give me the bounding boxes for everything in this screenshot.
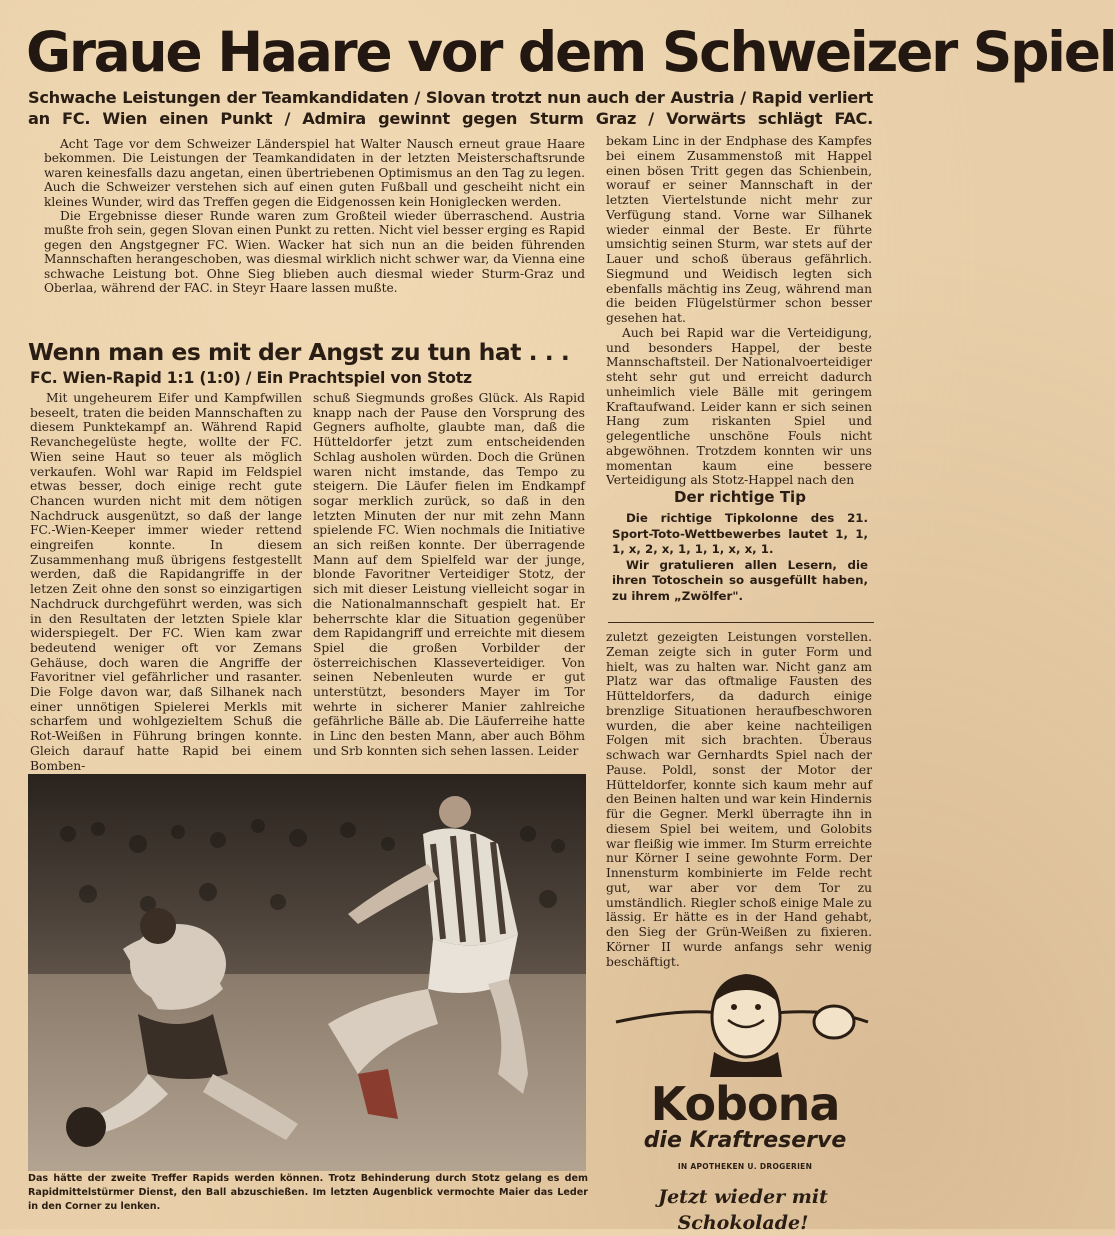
boxer-illustration <box>606 952 878 1077</box>
intro-paragraph-2: Die Ergebnisse dieser Runde waren zum Großteil wieder überraschend. Austria mußte froh sein, gegen Slovan einen Punkt zu retten. Nicht viel besser erging es Rapid gegen den Angstgegner FC. Wien. Wacker hat sich nun an die beiden führenden Mannschaften herangeschoben, was diesmal wirklich nicht schwer war, da Vienna eine schwache Leistung bot. Ohne Sieg blieben auch diesmal wieder Sturm-Graz und Oberlaa, während der FAC. in Steyr Haare lassen mußte. <box>44 209 585 296</box>
ad-availability: IN APOTHEKEN U. DROGERIEN <box>677 1162 813 1171</box>
ad-brand: Kobona <box>650 1077 840 1131</box>
intro-text <box>44 137 585 295</box>
match-photo-image <box>28 774 586 1171</box>
article-subheadline: FC. Wien-Rapid 1:1 (1:0) / Ein Prachtspiel von Stotz <box>30 369 472 387</box>
column-2-text: schuß Siegmunds großes Glück. Als Rapid knapp nach der Pause den Vorsprung des Gegners aufholte, glaubte man, daß die Hütteldorfer jetzt zum entscheidenden Schlag ausholen würden. Doch die Grünen waren nicht imstande, das Tempo zu steigern. Die Läufer fielen im Endkampf sogar merklich zurück, so daß in den letzten Minuten der nur mit zehn Mann spielende FC. Wien nochmals die Initiative an sich reißen konnte. Der überragende Mann auf dem Spielfeld war der junge, blonde Favoritner Verteidiger Stotz, der sich mit dieser Leistung vielleicht sogar in die Nationalmannschaft gespielt hat. Er beherrschte klar die Situation gegenüber dem Rapidangriff und erreichte mit diesem Spiel die großen Vorbilder der österreichischen Klasseverteidiger. Von seinen Nebenleuten wurde er gut unterstützt, besonders Mayer im Tor wehrte in sicherer Manier zahlreiche gefährliche Bälle ab. Die Läuferreihe hatte in Linc den besten Mann, aber auch Böhm und Srb konnten sich sehen lassen. Leider <box>313 391 585 758</box>
article-column-3-bottom <box>606 630 872 969</box>
boxing-glove-icon <box>814 1006 854 1038</box>
column-3-paragraph-1: bekam Linc in der Endphase des Kampfes bei einem Zusammenstoß mit Happel einen bösen Tritt gegen das Schienbein, worauf er seiner Mannschaft in der letzten Viertelstunde nicht mehr zur Verfügung stand. Vorne war Silhanek wieder einmal der Beste. Er führte umsichtig seinen Sturm, war stets auf der Lauer und schoß überaus gefährlich. Siegmund und Weidisch legten sich ebenfalls mächtig ins Zeug, während man die beiden Flügelstürmer schon besser gesehen hat. <box>606 134 872 325</box>
photo-caption: Das hätte der zweite Treffer Rapids werden können. Trotz Behinderung durch Stotz gelang es dem Rapidmittelstürmer Dienst, den Ball abzuschießen. Im letzten Augenblick vermochte Maier das Leder in den Corner zu lenken. <box>28 1173 588 1212</box>
article-column-1 <box>30 391 302 773</box>
match-photo <box>28 774 586 1171</box>
article-column-2 <box>313 391 585 766</box>
tip-box <box>612 487 868 605</box>
column-3-continuation: zuletzt gezeigten Leistungen vorstellen. Zeman zeigte sich in guter Form und hielt, was zu halten war. Nicht ganz am Platz war das oftmalige Fausten des Hütteldorfers, da dadurch einige brenzlige Situationen heraufbeschworen wurden, die aber keine nachteiligen Folgen mit sich brachten. Überaus schwach war Gernhardts Spiel nach der Pause. Poldl, sonst der Motor der Hütteldorfer, konnte sich kaum mehr auf den Beinen halten und war kein Hindernis für die Gegner. Merkl überragte ihn in diesem Spiel bei weitem, und Golobits war fleißig wie immer. Im Sturm erreichte nur Körner I seine gewohnte Form. Der Innensturm kombinierte im Felde recht gut, war aber vor dem Tor zu umständlich. Riegler schoß einige Male zu lässig. Er hätte es in der Hand gehabt, den Sieg der Grün-Weißen zu fixieren. Körner II wurde anfangs sehr wenig beschäftigt. <box>606 630 872 969</box>
tip-body <box>612 511 868 605</box>
tip-paragraph-1: Die richtige Tipkolonne des 21. Sport-Toto-Wettbewerbes lautet 1, 1, 1, x, 2, x, 1, 1, 1, x, x, 1. <box>612 511 868 557</box>
column-3-paragraph-2: Auch bei Rapid war die Verteidigung, und besonders Happel, der beste Mannschaftsteil. Der Nationalvoerteidiger steht sehr gut und erreicht dadurch unheimlich viele Bälle mit geringem Kraftaufwand. Leider kann er sich seinen Hang zum riskanten Spiel und gelegentliche unschöne Fouls nicht abgewöhnen. Trotzdem konnten wir uns momentan kaum eine bessere Verteidigung als Stotz-Happel nach den <box>606 325 872 488</box>
tip-paragraph-2: Wir gratulieren allen Lesern, die ihren Totoschein so ausgefüllt haben, zu ihrem „Zwölfer". <box>612 557 868 603</box>
column-1-text: Mit ungeheurem Eifer und Kampfwillen beseelt, traten die beiden Mannschaften zu diesem Punktekampf an. Während Rapid Revanchegelüste hegte, wollte der FC. Wien seine Haut so teuer als möglich verkaufen. Wohl war Rapid im Feldspiel etwas besser, doch einige recht gute Chancen wurden nicht mit dem nötigen Nachdruck ausgenützt, so daß der lange FC.-Wien-Keeper immer wieder rettend eingreifen konnte. In diesem Zusammenhang muß übrigens festgestellt werden, daß die Rapidangriffe in der letzen Zeit ohne den sonst so einzigartigen Nachdruck durchgeführt werden, was sich in den Resultaten der letzten Spiele klar widerspiegelt. Der FC. Wien kam zwar bedeutend weniger oft vor Zemans Gehäuse, doch waren die Angriffe der Favoritner viel gefährlicher und rasanter. Die Folge davon war, daß Silhanek nach einer unnötigen Spielerei Merkls mit scharfem und wohlgezieltem Schuß die Rot-Weißen in Führung bringen konnte. Gleich darauf hatte Rapid bei einem Bomben- <box>30 391 302 773</box>
intro-paragraph-1: Acht Tage vor dem Schweizer Länderspiel hat Walter Nausch erneut graue Haare bekommen. Die Leistungen der Teamkandidaten in der letzten Meisterschaftsrunde waren keinesfalls dazu angetan, einen übertriebenen Optimismus an den Tag zu legen. Auch die Schweizer verstehen sich auf einen guten Fußball und gescheiht nicht ein kleines Wunder, wird das Treffen gegen die Eidgenossen kein Honiglecken werden. <box>44 137 585 209</box>
ad-tagline: die Kraftreserve <box>643 1128 847 1153</box>
page-subheadline: Schwache Leistungen der Teamkandidaten / Slovan trotzt nun auch der Austria / Rapid verliert an FC. Wien einen Punkt / Admira gewinnt gegen Sturm Graz / Vorwärts schlägt FAC. <box>28 88 873 128</box>
page-headline: Graue Haare vor dem Schweizer Spiel <box>26 20 1115 84</box>
article-headline: Wenn man es mit der Angst zu tun hat . . . <box>28 338 570 366</box>
tip-divider <box>608 622 874 623</box>
ad-slogan: Jetzt wieder mit Schokolade! <box>658 1186 828 1234</box>
tip-title: Der richtige Tip <box>674 488 806 506</box>
article-column-3-top <box>606 134 872 488</box>
